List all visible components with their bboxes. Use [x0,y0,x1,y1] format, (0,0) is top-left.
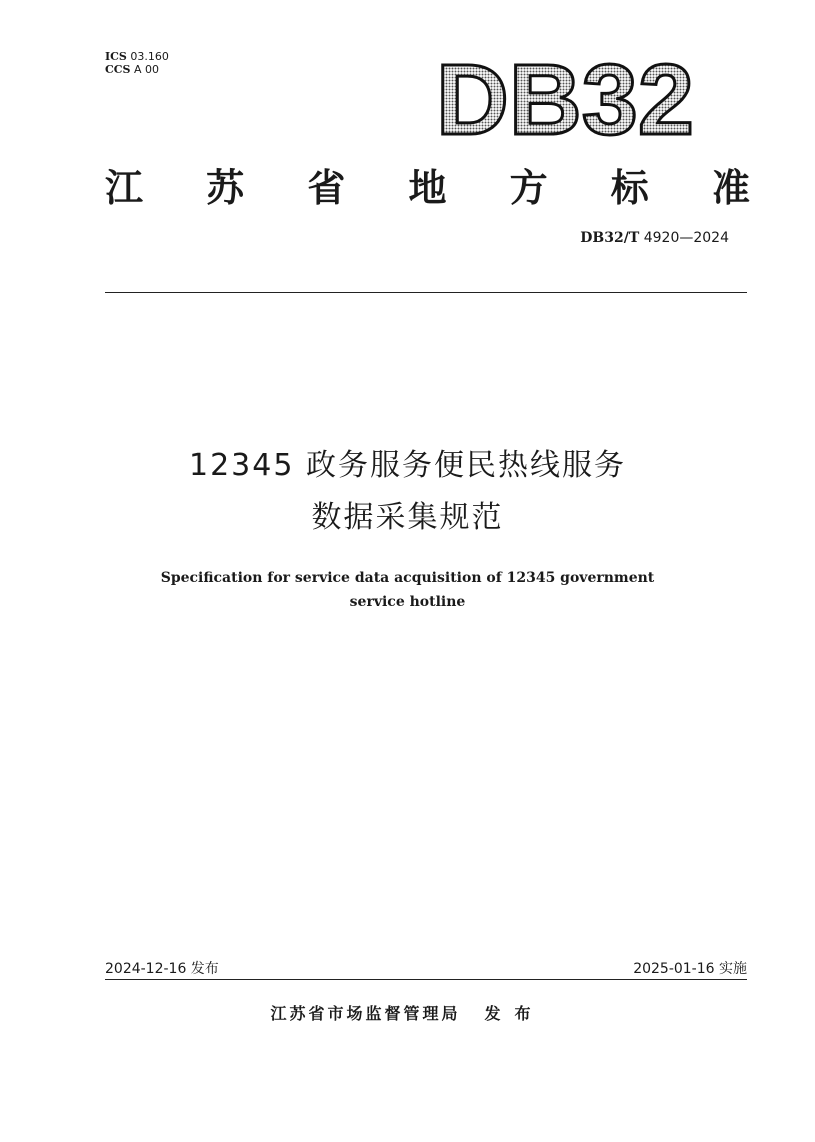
chinese-title-line-2: 数据采集规范 [311,500,504,535]
issuer-name: 江苏省市场监督管理局 [270,1004,461,1023]
document-number-prefix: DB32/T [580,230,640,246]
standard-title [105,160,750,208]
standard-title-char: 江 [105,165,144,210]
document-number-value: 4920—2024 [643,230,729,246]
standard-title-char: 地 [408,165,447,210]
classification-codes [105,50,169,76]
issuer-action: 发布 [484,1004,545,1023]
standard-title-char: 省 [307,165,346,210]
document-number [580,230,729,246]
issuer [0,1001,815,1024]
db32-logo-text: DB32 [436,52,694,142]
standard-title-char: 准 [711,165,750,210]
ccs-label: CCS [105,63,131,76]
standard-title-char: 方 [509,165,548,210]
standard-title-char: 标 [610,165,649,210]
english-title [0,566,815,614]
ccs-code: A 00 [133,63,159,76]
implement-date: 2025-01-16 实施 [633,961,747,977]
ics-label: ICS [105,50,127,63]
chinese-title [0,440,815,544]
english-title-line-2: service hotline [349,594,466,610]
ccs-line [105,63,169,76]
chinese-title-line-1: 12345 政务服务便民热线服务 [189,448,626,483]
bottom-divider [105,979,747,980]
ics-code: 03.160 [130,50,169,63]
db32-logo [430,52,700,142]
standard-title-char: 苏 [206,165,245,210]
publish-date: 2024-12-16 发布 [105,961,219,977]
top-divider [105,292,747,293]
english-title-line-1: Specification for service data acquisition of 12345 government [160,570,655,586]
ics-line [105,50,169,63]
